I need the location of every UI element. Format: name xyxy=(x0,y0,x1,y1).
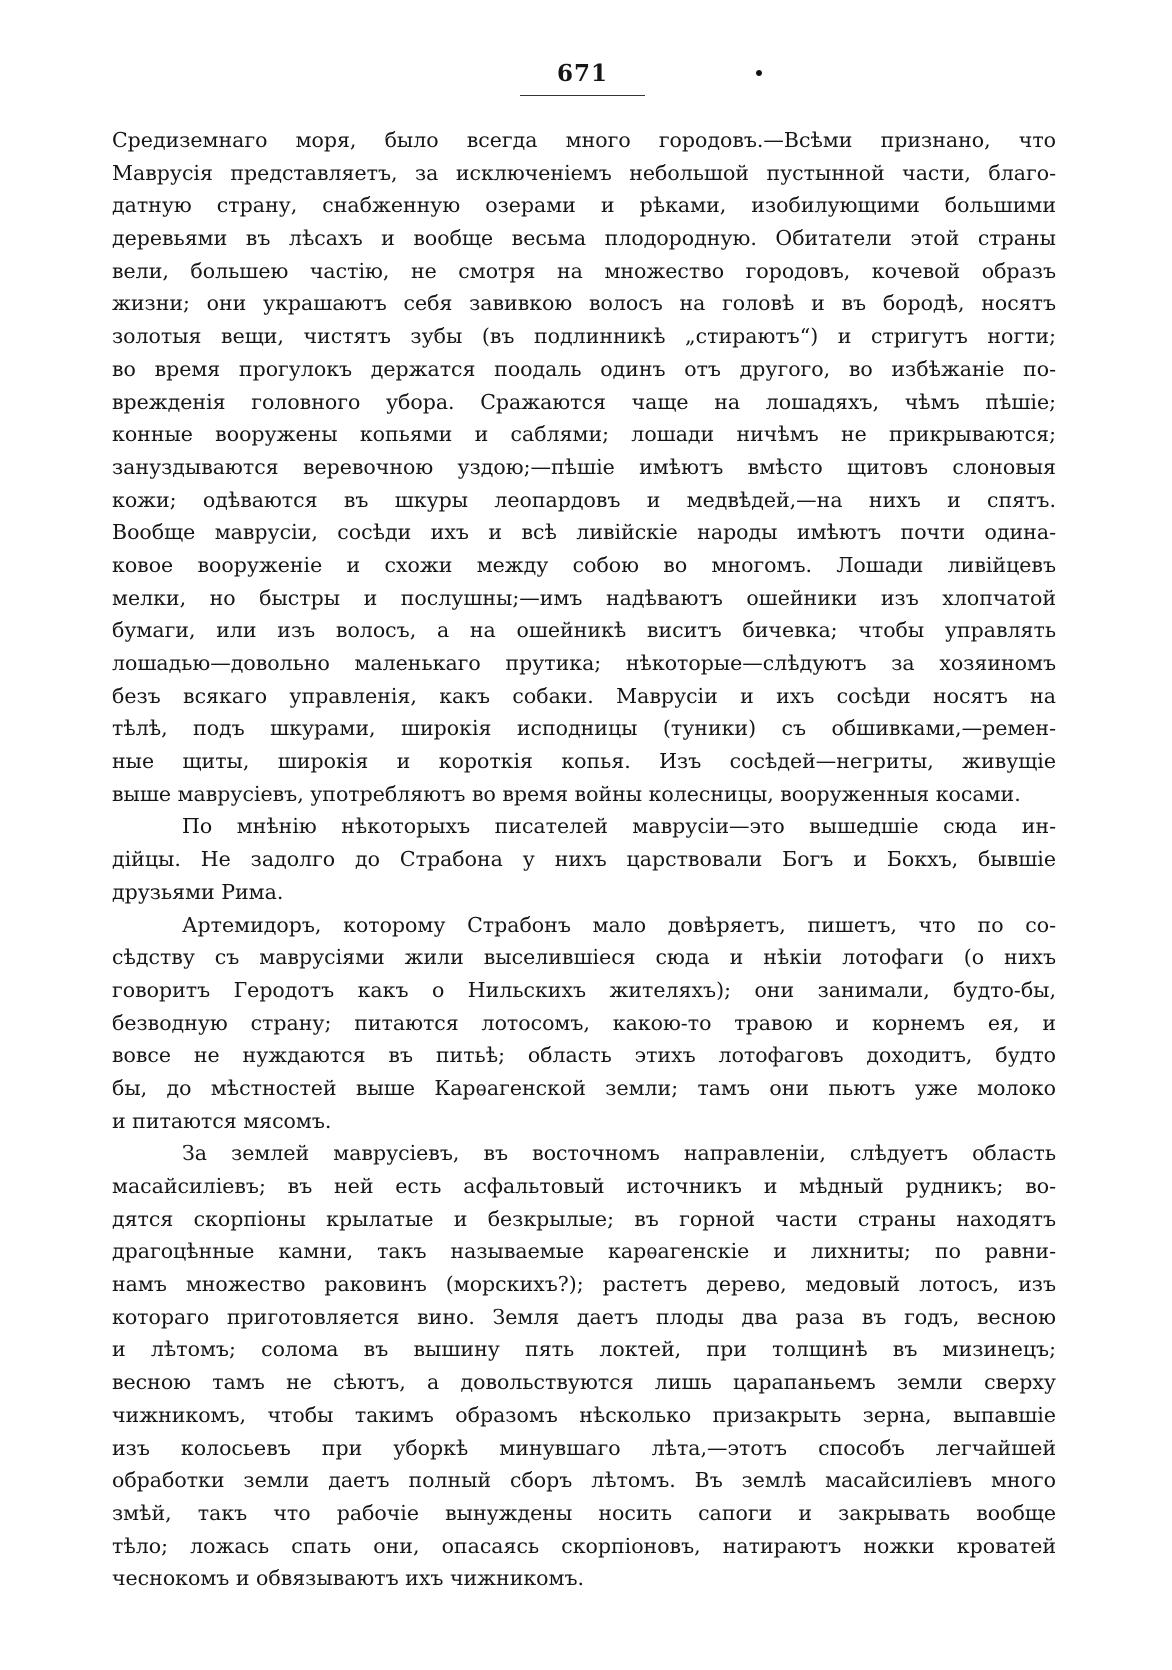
text-line: безводную страну; питаются лотосомъ, какою-то травою и корнемъ ея, и xyxy=(112,1010,1056,1035)
text-line: выше маврусіевъ, употребляютъ во время войны колесницы, вооруженныя косами. xyxy=(112,781,1021,806)
text-line: змѣй, такъ что рабочіе вынуждены носить сапоги и закрывать вообще xyxy=(112,1500,1056,1525)
text-line: мелки, но быстры и послушны;—имъ надѣваютъ ошейники изъ хлопчатой xyxy=(112,585,1056,610)
text-line: вовсе не нуждаются въ питьѣ; область этихъ лотофаговъ доходитъ, будто xyxy=(112,1043,1056,1068)
text-line: изъ колосьевъ при уборкѣ минувшаго лѣта,—этотъ способъ легчайшей xyxy=(112,1435,1056,1460)
text-line: кожи; одѣваются въ шкуры леопардовъ и медвѣдей,—на нихъ и спятъ. xyxy=(112,487,1056,512)
text-line: золотыя вещи, чистятъ зубы (въ подлинникѣ „стираютъ“) и стригутъ ногти; xyxy=(112,324,1056,349)
text-line: дійцы. Не задолго до Страбона у нихъ царствовали Богъ и Бокхъ, бывшіе xyxy=(112,847,1056,872)
text-line: Средиземнаго моря, было всегда много городовъ.—Всѣми признано, что xyxy=(112,128,1056,152)
text-line: бумаги, или изъ волосъ, а на ошейникѣ виситъ бичевка; чтобы управлять xyxy=(112,618,1056,643)
text-line: масайсиліевъ; въ ней есть асфальтовый источникъ и мѣдный рудникъ; во- xyxy=(112,1174,1056,1198)
text-line: дятся скорпіоны крылатые и безкрылые; въ горной части страны находятъ xyxy=(112,1206,1056,1231)
text-line: и лѣтомъ; солома въ вышину пять локтей, при толщинѣ въ мизинецъ; xyxy=(112,1337,1056,1362)
text-line: За землей маврусіевъ, въ восточномъ направленіи, слѣдуетъ область xyxy=(182,1141,1056,1166)
text-line: вели, большею частію, не смотря на множество городовъ, кочевой образъ xyxy=(112,258,1056,283)
text-line: весною тамъ не сѣютъ, а довольствуются лишь царапаньемъ земли сверху xyxy=(112,1370,1056,1395)
text-line: По мнѣнію нѣкоторыхъ писателей маврусіи—это вышедшіе сюда ин- xyxy=(182,814,1056,839)
text-line: деревьями въ лѣсахъ и вообще весьма плодородную. Обитатели этой страны xyxy=(112,226,1056,251)
ink-dot xyxy=(756,70,762,76)
text-line: чеснокомъ и обвязываютъ ихъ чижникомъ. xyxy=(112,1566,585,1591)
text-line: ковое вооруженіе и схожи между собою во многомъ. Лошади ливійцевъ xyxy=(112,552,1056,577)
header-rule xyxy=(520,95,645,96)
text-line: врежденія головного убора. Сражаются чаще на лошадяхъ, чѣмъ пѣшіе; xyxy=(112,389,1056,414)
text-line: драгоцѣнные камни, такъ называемые карѳагенскіе и лихниты; по равни- xyxy=(112,1239,1056,1264)
text-line: говоритъ Геродотъ какъ о Нильскихъ жителяхъ); они занимали, будто-бы, xyxy=(112,977,1056,1002)
page-number: 671 xyxy=(556,60,608,87)
text-line: зануздываются веревочною уздою;—пѣшіе имѣютъ вмѣсто щитовъ слоновыя xyxy=(112,454,1056,479)
text-line: котораго приготовляется вино. Земля даетъ плоды два раза въ годъ, весною xyxy=(112,1304,1056,1329)
text-line: ные щиты, широкія и короткія копья. Изъ сосѣдей—негриты, живущіе xyxy=(112,749,1056,774)
text-line: друзьями Рима. xyxy=(112,879,284,904)
text-line: Маврусія представляетъ, за исключеніемъ небольшой пустынной части, благо- xyxy=(112,160,1056,185)
text-line: сѣдству съ маврусіями жили выселившіеся сюда и нѣкіи лотофаги (о нихъ xyxy=(112,945,1056,970)
text-line: безъ всякаго управленія, какъ собаки. Маврусіи и ихъ сосѣди носятъ на xyxy=(112,683,1056,708)
text-line: бы, до мѣстностей выше Карѳагенской земли; тамъ они пьютъ уже молоко xyxy=(112,1075,1056,1100)
body-text xyxy=(112,124,1056,1595)
paragraph xyxy=(112,1137,1056,1595)
text-line: тѣло; ложась спать они, опасаясь скорпіоновъ, натираютъ ножки кроватей xyxy=(112,1533,1056,1558)
text-line: чижникомъ, чтобы такимъ образомъ нѣсколько призакрыть зерна, выпавшіе xyxy=(112,1402,1056,1427)
text-line: Артемидоръ, которому Страбонъ мало довѣряетъ, пишетъ, что по со- xyxy=(182,912,1056,937)
paragraph xyxy=(112,909,1056,1138)
text-line: Вообще маврусіи, сосѣди ихъ и всѣ ливійскіе народы имѣютъ почти одина- xyxy=(112,520,1056,545)
paragraph xyxy=(112,810,1056,908)
text-line: и питаются мясомъ. xyxy=(112,1108,332,1133)
text-line: лошадью—довольно маленькаго прутика; нѣкоторые—слѣдуютъ за хозяиномъ xyxy=(112,651,1056,675)
text-line: конные вооружены копьями и саблями; лошади ничѣмъ не прикрываются; xyxy=(112,422,1056,447)
text-line: обработки земли даетъ полный сборъ лѣтомъ. Въ землѣ масайсиліевъ много xyxy=(112,1468,1056,1493)
text-line: тѣлѣ, подъ шкурами, широкія исподницы (туники) съ обшивками,—ремен- xyxy=(112,716,1056,741)
text-line: датную страну, снабженную озерами и рѣками, изобилующими большими xyxy=(112,193,1056,218)
text-line: жизни; они украшаютъ себя завивкою волосъ на головѣ и въ бородѣ, носятъ xyxy=(112,291,1056,316)
text-line: намъ множество раковинъ (морскихъ?); растетъ дерево, медовый лотосъ, изъ xyxy=(112,1272,1056,1297)
paragraph xyxy=(112,124,1056,810)
text-line: во время прогулокъ держатся поодаль одинъ отъ другого, во избѣжаніе по- xyxy=(112,356,1056,381)
